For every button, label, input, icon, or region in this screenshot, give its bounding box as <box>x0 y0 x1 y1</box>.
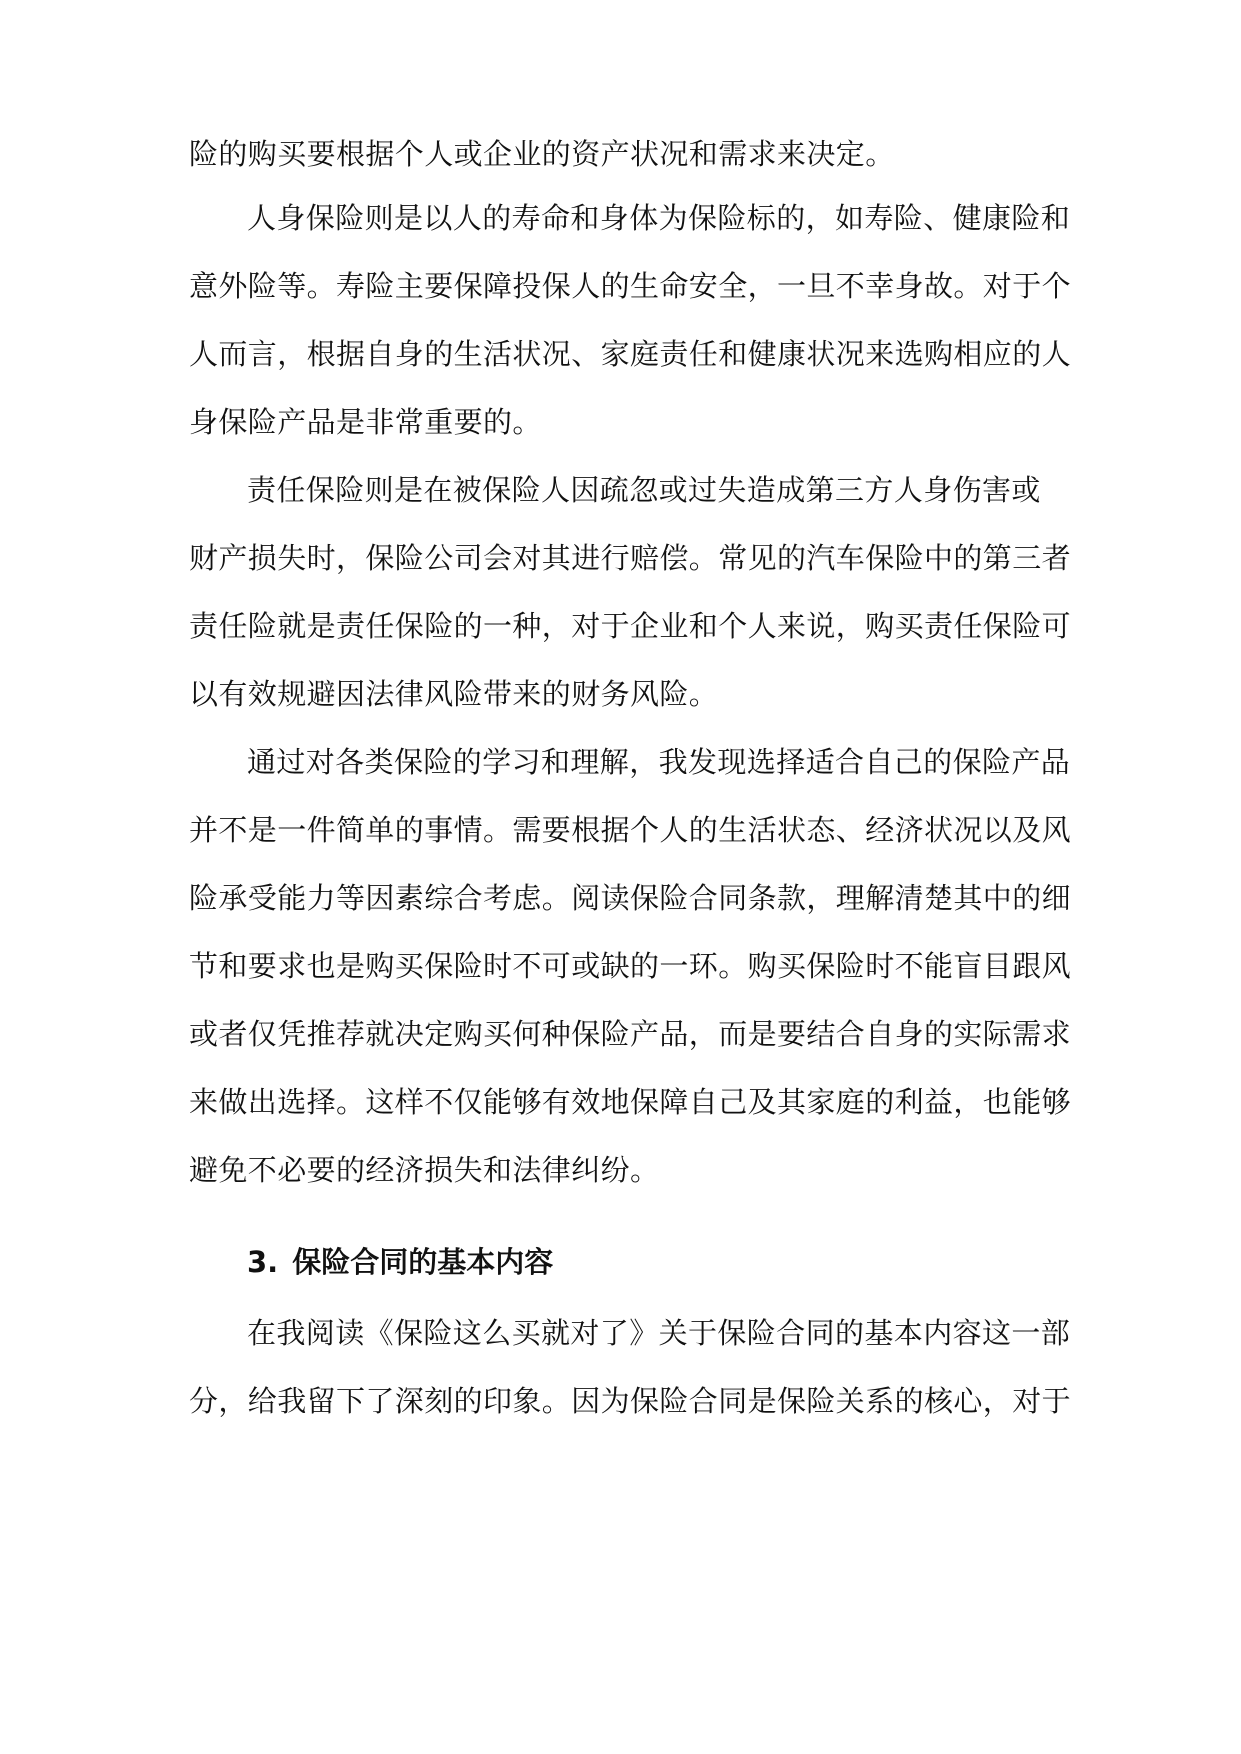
paragraph-line: 身保险产品是非常重要的。 <box>189 405 542 439</box>
section-heading <box>247 1242 553 1282</box>
paragraph-line: 险承受能力等因素综合考虑。阅读保险合同条款，理解清楚其中的细 <box>189 881 1072 915</box>
paragraph-line: 并不是一件简单的事情。需要根据个人的生活状态、经济状况以及风 <box>189 813 1072 847</box>
paragraph-line: 责任险就是责任保险的一种，对于企业和个人来说，购买责任保险可 <box>189 609 1072 643</box>
paragraph-line: 在我阅读《保险这么买就对了》关于保险合同的基本内容这一部 <box>247 1316 1071 1350</box>
paragraph-line: 避免不必要的经济损失和法律纠纷。 <box>189 1153 660 1187</box>
paragraph-line: 或者仅凭推荐就决定购买何种保险产品，而是要结合自身的实际需求 <box>189 1017 1072 1051</box>
paragraph-line: 意外险等。寿险主要保障投保人的生命安全，一旦不幸身故。对于个 <box>189 269 1072 303</box>
paragraph-line: 人身保险则是以人的寿命和身体为保险标的，如寿险、健康险和 <box>247 201 1071 235</box>
paragraph-line: 人而言，根据自身的生活状况、家庭责任和健康状况来选购相应的人 <box>189 337 1072 371</box>
paragraph-line: 险的购买要根据个人或企业的资产状况和需求来决定。 <box>189 137 895 171</box>
paragraph-line: 责任保险则是在被保险人因疏忽或过失造成第三方人身伤害或 <box>247 473 1041 507</box>
paragraph-line: 通过对各类保险的学习和理解，我发现选择适合自己的保险产品 <box>247 745 1071 779</box>
section-title: 保险合同的基本内容 <box>292 1245 554 1279</box>
paragraph-line: 财产损失时，保险公司会对其进行赔偿。常见的汽车保险中的第三者 <box>189 541 1072 575</box>
paragraph-line: 节和要求也是购买保险时不可或缺的一环。购买保险时不能盲目跟风 <box>189 949 1072 983</box>
paragraph-line: 分，给我留下了深刻的印象。因为保险合同是保险关系的核心，对于 <box>189 1384 1072 1418</box>
section-number: 3. <box>247 1245 279 1279</box>
paragraph-line: 以有效规避因法律风险带来的财务风险。 <box>189 677 719 711</box>
paragraph-line: 来做出选择。这样不仅能够有效地保障自己及其家庭的利益，也能够 <box>189 1085 1072 1119</box>
